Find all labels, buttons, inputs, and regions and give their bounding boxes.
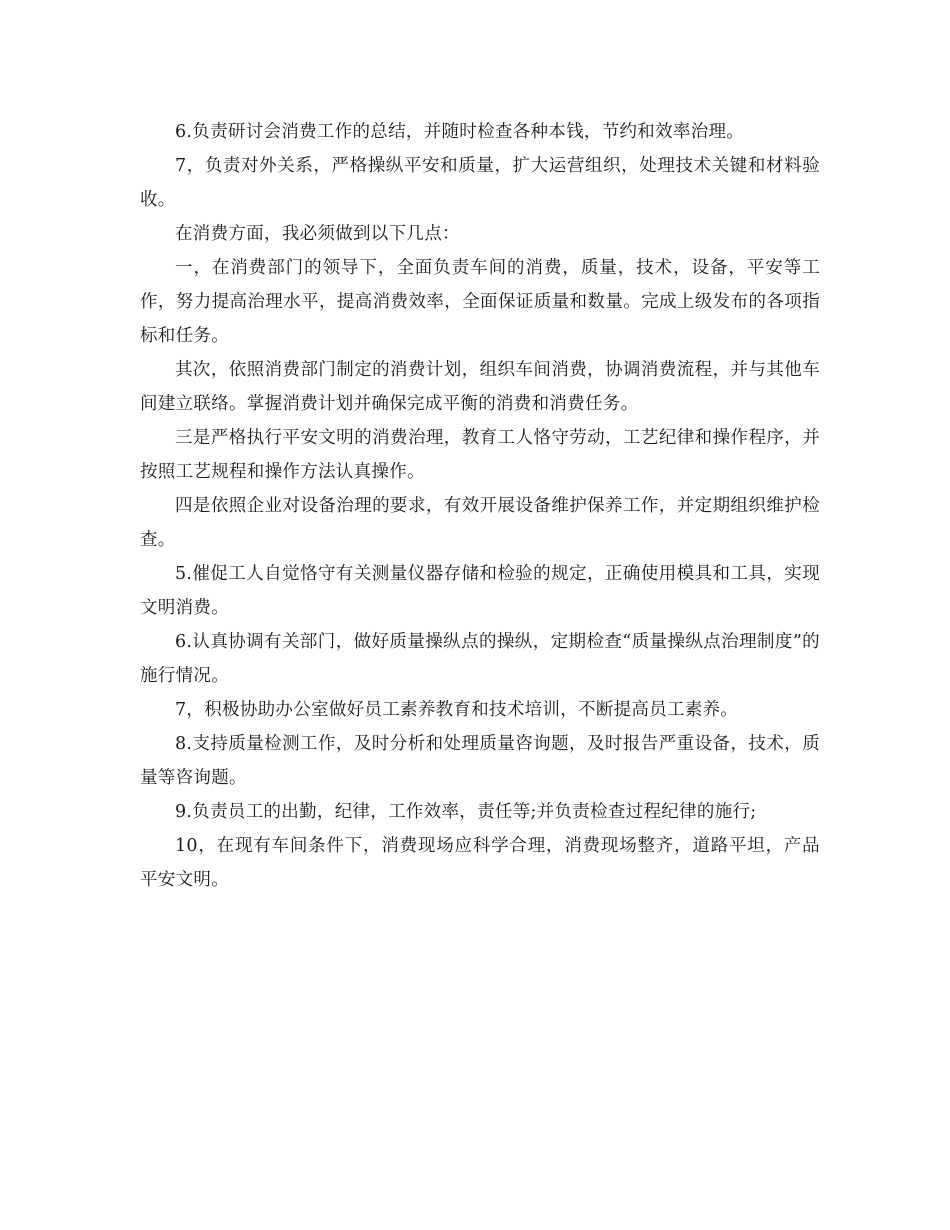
paragraph-7: 四是依照企业对设备治理的要求，有效开展设备维护保养工作，并定期组织维护检查。 xyxy=(140,496,820,550)
paragraph-10: 7，积极协助办公室做好员工素养教育和技术培训，不断提高员工素养。 xyxy=(175,700,739,720)
paragraph-11: 8.支持质量检测工作，及时分析和处理质量咨询题，及时报告严重设备，技术，质量等咨询题。 xyxy=(140,734,820,788)
document-body xyxy=(140,115,820,897)
paragraph-4: 一，在消费部门的领导下，全面负责车间的消费，质量，技术，设备，平安等工作，努力提高治理水平，提高消费效率，全面保证质量和数量。完成上级发布的各项指标和任务。 xyxy=(140,258,820,346)
paragraph-2: 7，负责对外关系，严格操纵平安和质量，扩大运营组织，处理技术关键和材料验收。 xyxy=(140,156,820,210)
paragraph-1: 6.负责研讨会消费工作的总结，并随时检查各种本钱，节约和效率治理。 xyxy=(175,122,745,142)
paragraph-9: 6.认真协调有关部门，做好质量操纵点的操纵，定期检查“质量操纵点治理制度”的施行情况。 xyxy=(140,632,820,686)
paragraph-13: 10，在现有车间条件下，消费现场应科学合理，消费现场整齐，道路平坦，产品平安文明。 xyxy=(140,836,820,890)
paragraph-6: 三是严格执行平安文明的消费治理，教育工人恪守劳动，工艺纪律和操作程序，并按照工艺规程和操作方法认真操作。 xyxy=(140,428,820,482)
paragraph-5: 其次，依照消费部门制定的消费计划，组织车间消费，协调消费流程，并与其他车间建立联络。掌握消费计划并确保完成平衡的消费和消费任务。 xyxy=(140,360,820,414)
paragraph-12: 9.负责员工的出勤，纪律，工作效率，责任等;并负责检查过程纪律的施行; xyxy=(175,802,757,822)
paragraph-3: 在消费方面，我必须做到以下几点： xyxy=(175,224,460,244)
paragraph-8: 5.催促工人自觉恪守有关测量仪器存储和检验的规定，正确使用模具和工具，实现文明消费。 xyxy=(140,564,820,618)
